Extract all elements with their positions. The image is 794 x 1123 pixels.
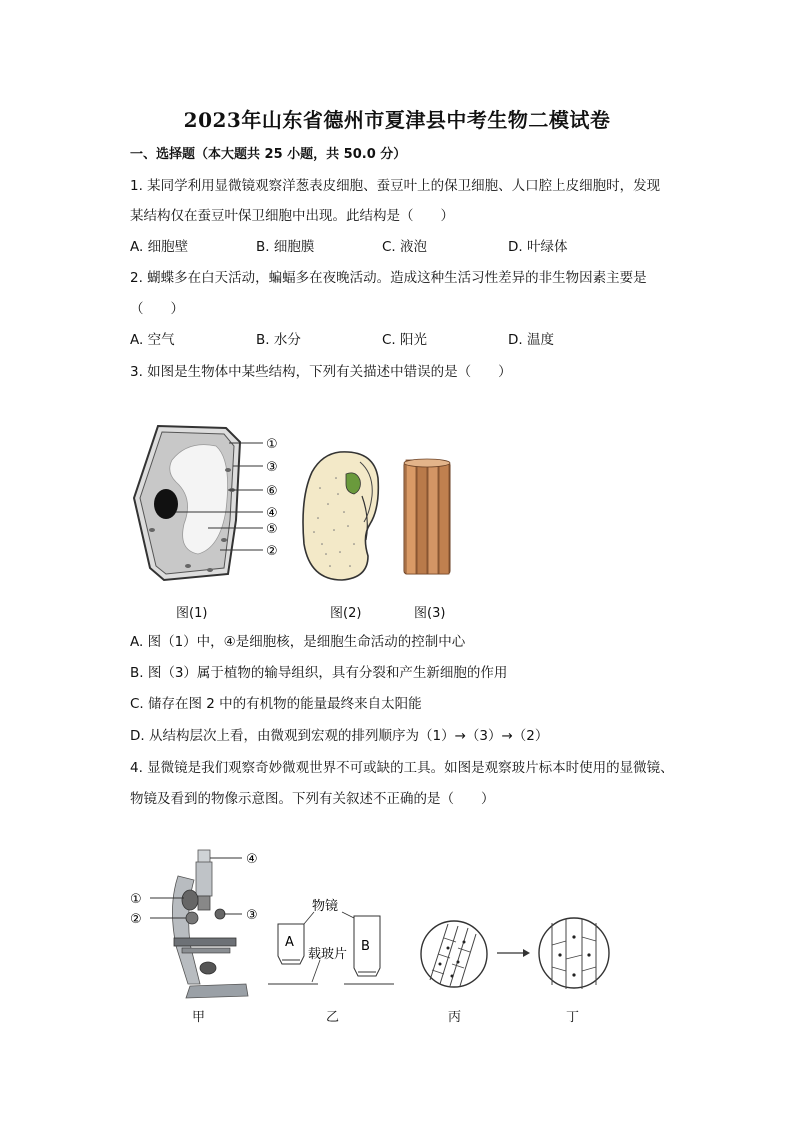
q2-stem-line2: （ ） xyxy=(130,301,184,317)
microscope-label-1: ① xyxy=(130,892,142,907)
q3-option-b: B. 图（3）属于植物的输导组织，具有分裂和产生新细胞的作用 xyxy=(130,665,508,681)
conducting-tissue-figure xyxy=(402,458,454,576)
cell-label-3: ③ xyxy=(266,460,278,475)
microscope-label-4: ④ xyxy=(246,852,258,867)
page-title: 2023年山东省德州市夏津县中考生物二模试卷 xyxy=(183,108,611,132)
microscope-label-3: ③ xyxy=(246,908,258,923)
cell-label-2: ② xyxy=(266,544,278,559)
q1-option-c: C. 液泡 xyxy=(382,239,428,255)
objective-lenses-figure xyxy=(268,896,398,992)
q3-caption-1: 图(1) xyxy=(176,606,208,621)
q2-option-b: B. 水分 xyxy=(256,332,301,348)
q3-stem: 3. 如图是生物体中某些结构，下列有关描述中错误的是（ ） xyxy=(130,364,512,380)
field-of-view-ding xyxy=(536,915,612,991)
q1-option-a: A. 细胞壁 xyxy=(130,239,189,255)
q2-stem-line1: 2. 蝴蝶多在白天活动，蝙蝠多在夜晚活动。造成这种生活习性差异的非生物因素主要是 xyxy=(130,270,647,286)
q3-caption-3: 图(3) xyxy=(414,606,446,621)
q3-option-a: A. 图（1）中，④是细胞核，是细胞生命活动的控制中心 xyxy=(130,634,466,650)
plant-cell-figure xyxy=(128,420,288,592)
q3-option-c: C. 储存在图 2 中的有机物的能量最终来自太阳能 xyxy=(130,696,422,712)
slide-label: 载玻片 xyxy=(308,947,348,962)
q1-option-d: D. 叶绿体 xyxy=(508,239,568,255)
q4-stem-line2: 物镜及看到的物像示意图。下列有关叙述不正确的是（ ） xyxy=(130,791,495,807)
lens-a-label: A xyxy=(285,935,294,950)
section-heading: 一、选择题（本大题共 25 小题，共 50.0 分） xyxy=(130,147,407,162)
cell-label-5: ⑤ xyxy=(266,522,278,537)
arrow-icon xyxy=(497,947,531,959)
bean-seed-figure xyxy=(300,448,382,584)
q4-stem-line1: 4. 显微镜是我们观察奇妙微观世界不可或缺的工具。如图是观察玻片标本时使用的显微镜、 xyxy=(130,760,674,776)
cell-label-4: ④ xyxy=(266,506,278,521)
q1-stem-line1: 1. 某同学利用显微镜观察洋葱表皮细胞、蚕豆叶上的保卫细胞、人口腔上皮细胞时，发现 xyxy=(130,178,661,194)
field-of-view-bing xyxy=(418,918,490,990)
q3-option-d: D. 从结构层次上看，由微观到宏观的排列顺序为（1）→（3）→（2） xyxy=(130,728,549,744)
objective-label: 物镜 xyxy=(312,899,339,914)
q2-option-c: C. 阳光 xyxy=(382,332,428,348)
q3-caption-2: 图(2) xyxy=(330,606,362,621)
cell-label-1: ① xyxy=(266,437,278,452)
q4-caption-bing: 丙 xyxy=(448,1010,462,1025)
q1-stem-line2: 某结构仅在蚕豆叶保卫细胞中出现。此结构是（ ） xyxy=(130,208,454,224)
microscope-figure xyxy=(128,846,268,1002)
q2-option-a: A. 空气 xyxy=(130,332,175,348)
cell-label-6: ⑥ xyxy=(266,484,278,499)
microscope-label-2: ② xyxy=(130,912,142,927)
q1-option-b: B. 细胞膜 xyxy=(256,239,315,255)
q4-caption-jia: 甲 xyxy=(192,1010,206,1025)
q2-option-d: D. 温度 xyxy=(508,332,554,348)
lens-b-label: B xyxy=(361,939,370,954)
q4-caption-ding: 丁 xyxy=(566,1010,580,1025)
q4-caption-yi: 乙 xyxy=(326,1010,340,1025)
